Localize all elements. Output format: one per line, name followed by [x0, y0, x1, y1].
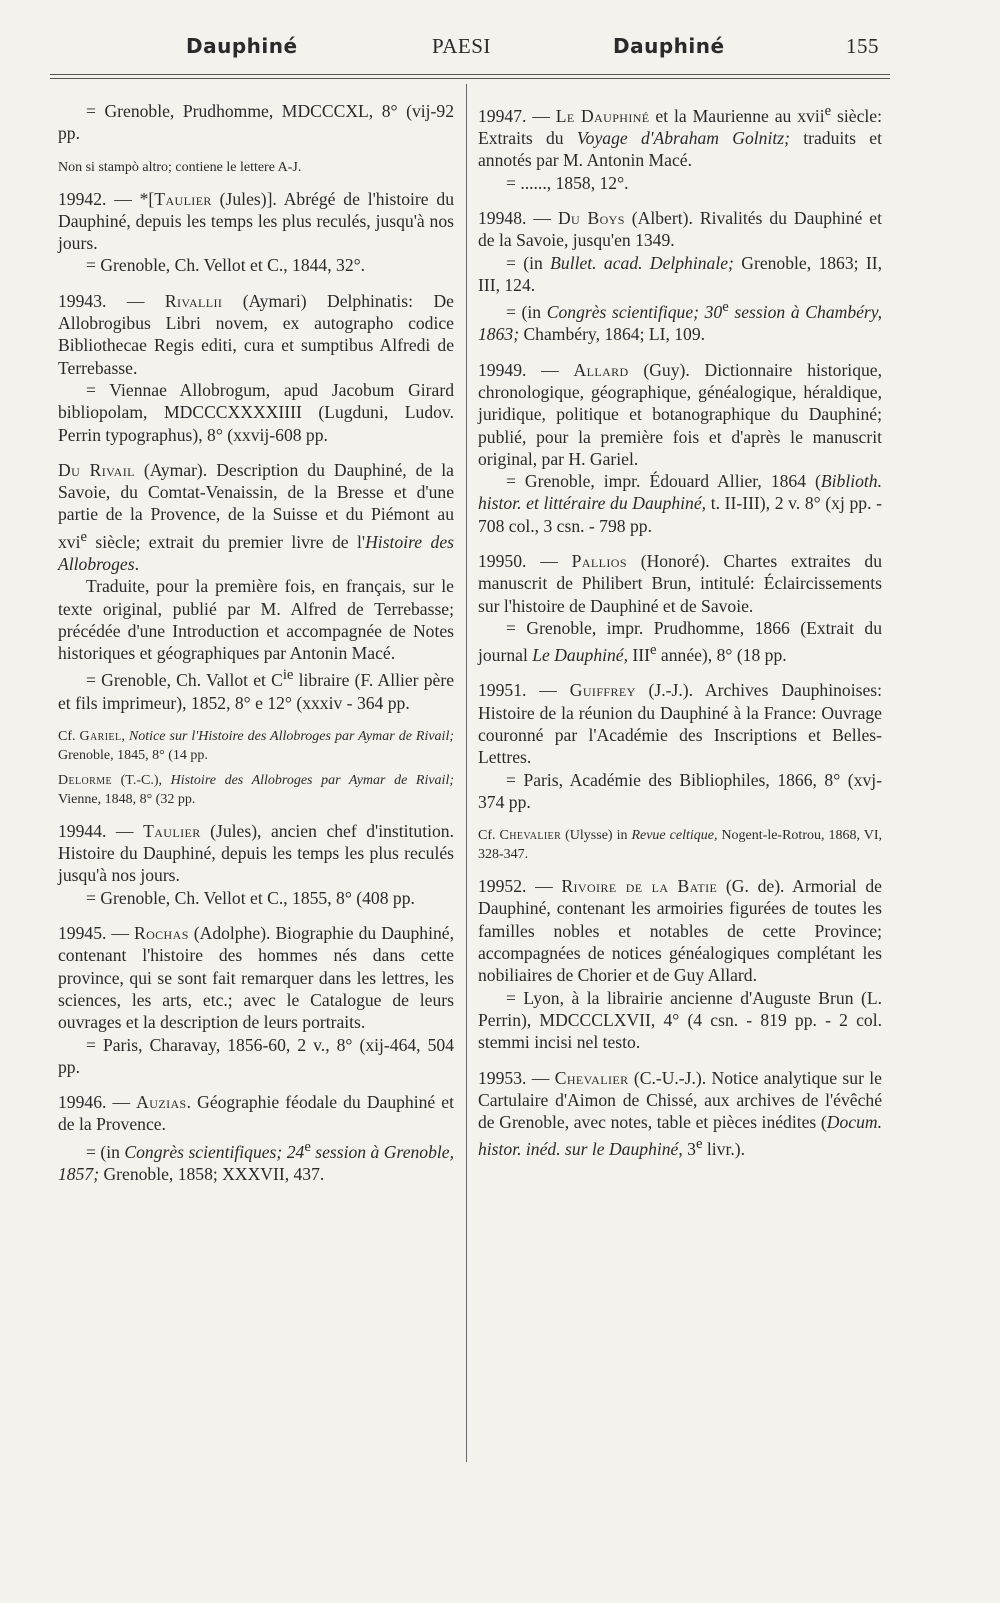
cf-note: Delorme (T.-C.), Histoire des Allobroges par Aymar de Rivail; Vienne, 1848, 8° (32 pp. — [58, 772, 454, 807]
entry-note — [58, 158, 454, 177]
entry-title: (Honoré). Chartes extraites du manuscrit de Philibert Brun, intitulé: Éclaircissements sur l'histoire de Dauphiné et de Savoie. — [478, 551, 883, 616]
entry-author: Guiffrey — [569, 680, 636, 701]
entry-number: 19948. — — [478, 208, 558, 229]
entry-title: (J.-J.). Archives Dauphinoises: Histoire de la réunion du Dauphiné à la France: Ouvrage couronné par l'Académie des Inscriptions et Belles-Lettres. — [478, 680, 882, 768]
entry-title: (Jules)]. Abrégé de l'histoire du Dauphiné, depuis les temps les plus reculés, jusqu'à nos jours. — [58, 188, 454, 254]
entry-title: (Adolphe). Biographie du Dauphiné, contenant l'histoire des hommes nés dans cette province, qui se sont fait remarquer dans les lettres, les sciences, les arts, etc.; avec le Catalogue de leurs ouvrages et la description de leurs portraits. — [58, 923, 454, 1033]
entry-imprint-second: = (in Congrès scientifique; 30e session à Chambéry, 1863; Chambéry, 1864; LI, 109. — [478, 299, 883, 345]
left-column — [58, 100, 454, 1198]
entry-number: 19951. — — [478, 680, 570, 701]
entry-title: (Aymari) Delphinatis: De Allobrogibus Libri novem, ex autographo codice Bibliothecae Regis editi, cura et sumptibus Alfredi de Terrebasse. — [58, 290, 454, 378]
entry-number: 19943. — — [58, 290, 165, 311]
entry-number: 19942. — *[ — [58, 188, 155, 209]
entry-title: (Jules), ancien chef d'institution. Histoire du Dauphiné, depuis les temps les plus reculés jusqu'à nos jours. — [58, 820, 454, 886]
entry-heading: 19947. — Le Dauphiné et la Maurienne au xvii$^e$ siècle: Extraits du Voyage d'Abraham Golnitz; traduits et annotés par M. Antonin Macé. — [478, 103, 882, 171]
entry-title: (G. de). Armorial de Dauphiné, contenant les armoiries figurées de toutes les familles nobles et notables de cette Province; accompagnées de notices généalogiques complétant les nobiliaires de Chorier et de Guy Allard. — [478, 876, 882, 986]
entry-heading — [478, 550, 882, 617]
entry-author: Pallios — [571, 551, 627, 572]
entry-author: Auzias — [136, 1092, 187, 1113]
cf-note: Cf. Chevalier (Ulysse) in Revue celtique, Nogent-le-Rotrou, 1868, VI, 328-347. — [478, 828, 882, 863]
entry-author: Du Boys — [557, 208, 625, 229]
entry-imprint: = ......, 1858, 12°. — [506, 172, 629, 193]
entry-heading — [478, 207, 882, 252]
entry-imprint: = Grenoble, Prudhomme, MDCCCXL, 8° (vij-92 pp. — [58, 101, 454, 144]
entry-imprint: = Grenoble, Ch. Vallot et $C^{ie}$ libraire (F. Allier père et fils imprimeur), 1852, 8° e 12° (xxxiv - 364 pp. — [58, 667, 455, 713]
entry-number: 19952. — — [478, 876, 562, 897]
entry-continued — [58, 100, 454, 145]
header-center-title: PAESI — [432, 34, 491, 58]
entry-19946 — [58, 1091, 454, 1185]
entry-heading — [58, 820, 454, 887]
entry-number: 19946. — — [58, 1092, 137, 1113]
entry-19949 — [478, 359, 882, 537]
entry-19948 — [478, 207, 882, 346]
entry-notes — [478, 826, 882, 864]
entry-author: Rivoire de la Batie — [561, 876, 718, 897]
entry-imprint: = (in Bullet. acad. Delphinale; Grenoble, 1863; II, III, 124. — [478, 252, 882, 295]
entry-notes — [58, 727, 454, 809]
header-right-title: Dauphiné — [613, 34, 725, 58]
entry-heading — [478, 679, 882, 768]
entry-number: 19947. — — [478, 105, 556, 126]
entry-imprint: = Grenoble, impr. Édouard Allier, 1864 (Biblioth. histor. et littéraire du Dauphiné, t. II-III), 2 v. 8° (xj pp. - 708 col., 3 csn. - 798 pp. — [478, 471, 882, 536]
entry-author: Taulier — [154, 188, 212, 209]
cf-note: Cf. Gariel, Notice sur l'Histoire des Allobroges par Aymar de Rivail; Grenoble, 1845, 8° (14 pp. — [58, 728, 454, 763]
entry-19947 — [478, 100, 882, 194]
header-rule-second — [50, 78, 890, 79]
entry-imprint: = Grenoble, Ch. Vellot et C., 1844, 32°. — [86, 255, 366, 276]
entry-title: . Géographie féodale du Dauphiné et de la Provence. — [58, 1092, 454, 1135]
entry-19943 — [58, 290, 454, 446]
entry-author: Chevalier — [554, 1067, 629, 1088]
header-left-title: Dauphiné — [186, 34, 298, 58]
entry-imprint: = Grenoble, Ch. Vellot et C., 1855, 8° (408 pp. — [86, 887, 415, 908]
entry-heading: Du Rivail (Aymar). Description du Dauphiné, de la Savoie, du Comtat-Venaissin, de la Bresse et d'une partie de la Provence, de la Suisse et du Piémont au xvi$^e$ siècle; extrait du premier livre de l'Histoire des Allobroges. — [58, 459, 454, 574]
entry-19945 — [58, 922, 454, 1078]
page-number: 155 — [846, 34, 879, 58]
entry-heading: 19953. — Chevalier (C.-U.-J.). Notice analytique sur le Cartulaire d'Aimon de Chissé, aux archives de l'évêché de Grenoble, avec notes, table et pièces inédites (Docum. histor. inéd. sur le Dauphiné, 3e livr.). — [478, 1067, 882, 1160]
entry-number: 19945. — — [58, 923, 134, 944]
entry-author: Rivallii — [164, 290, 223, 311]
entry-number: 19949. — — [478, 359, 574, 380]
entry-number: 19953. — — [478, 1067, 555, 1088]
entry-author: Rochas — [133, 923, 189, 944]
entry-imprint: = Paris, Académie des Bibliophiles, 1866, 8° (xvj-374 pp. — [478, 769, 882, 812]
entry-19942 — [58, 188, 454, 277]
column-divider — [466, 84, 467, 1462]
entry-author: Du Rivail — [58, 459, 135, 480]
note-text: Non si stampò altro; contiene le lettere A-J. — [58, 159, 302, 175]
entry-imprint: = Viennae Allobrogum, apud Jacobum Girard bibliopolam, MDCCCXXXXIIII (Lugduni, Ludov. Perrin typographus), 8° (xxvij-608 pp. — [58, 379, 454, 445]
entry-title-italic: Histoire des Allobroges — [58, 531, 454, 574]
entry-heading — [58, 290, 454, 379]
entry-heading — [478, 875, 882, 986]
entry-imprint: = Grenoble, impr. Prudhomme, 1866 (Extrait du journal Le Dauphiné, IIIe année), 8° (18 pp. — [478, 617, 882, 666]
entry-title: (Albert). Rivalités du Dauphiné et de la Savoie, jusqu'en 1349. — [478, 208, 883, 251]
entry-subtitle: Traduite, pour la première fois, en français, sur le texte original, publié par M. Alfred de Terrebasse; précédée d'une Introduction et accompagnée de Notes historiques et géographiques par Antonin Macé. — [58, 576, 454, 664]
running-header — [0, 34, 1000, 70]
entry-author: Taulier — [143, 820, 201, 841]
entry-title: (Guy). Dictionnaire historique, chronologique, géographique, généalogique, héraldique, juridique, politique et botanographique du Dauphiné; publié, pour la première fois et d'après le manuscrit original, par H. Gariel. — [478, 359, 882, 469]
entry-number: 19944. — — [58, 820, 144, 841]
right-column — [478, 100, 882, 1174]
entry-number: 19950. — — [478, 551, 572, 572]
entry-imprint: = (in Congrès scientifiques; 24e session à Grenoble, 1857; Grenoble, 1858; XXXVII, 437. — [58, 1138, 454, 1184]
entry-19953 — [478, 1067, 882, 1161]
entry-imprint: = Paris, Charavay, 1856-60, 2 v., 8° (xij-464, 504 pp. — [58, 1034, 454, 1077]
header-rule — [50, 74, 890, 75]
entry-19950 — [478, 550, 882, 666]
entry-heading — [58, 188, 454, 255]
entry-19952 — [478, 875, 882, 1053]
entry-19951 — [478, 679, 882, 813]
entry-heading — [478, 359, 882, 470]
entry-author: Allard — [573, 359, 629, 380]
entry-author: Le Dauphiné — [555, 105, 650, 126]
entry-imprint: = Lyon, à la librairie ancienne d'Auguste Brun (L. Perrin), MDCCCLXVII, 4° (4 csn. - 819 pp. - 2 col. stemmi incisi nel testo. — [478, 987, 882, 1053]
entry-heading — [58, 1091, 454, 1136]
entry-du-rivail — [58, 459, 454, 714]
entry-heading — [58, 922, 454, 1033]
entry-19944 — [58, 820, 454, 909]
